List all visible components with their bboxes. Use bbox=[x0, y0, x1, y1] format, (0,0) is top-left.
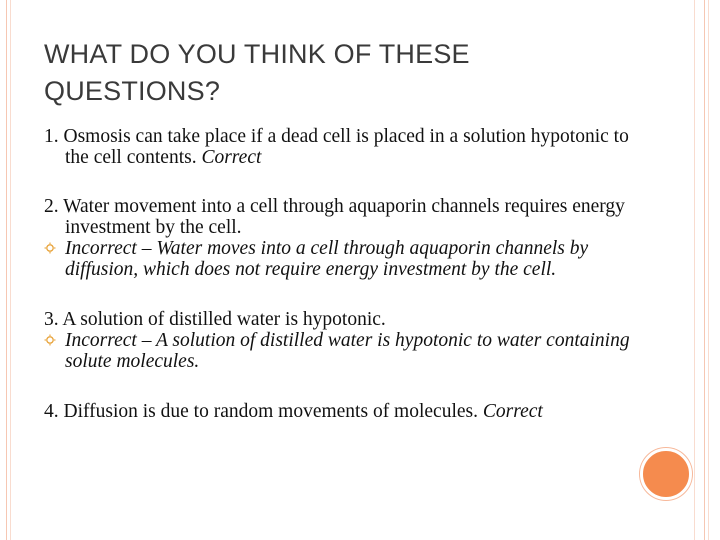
question-item bbox=[44, 126, 634, 168]
verdict-label: Correct bbox=[482, 401, 543, 422]
verdict-label: Correct bbox=[201, 147, 262, 168]
question-statement: 2. Water movement into a cell through aquaporin channels requires energy investment by the cell. bbox=[44, 196, 625, 238]
question-item bbox=[44, 196, 634, 280]
sun-bullet-icon bbox=[44, 334, 56, 346]
right-border-line bbox=[704, 0, 705, 540]
question-statement: 3. A solution of distilled water is hypotonic. bbox=[44, 309, 386, 330]
question-statement: 4. Diffusion is due to random movements of molecules. Correct bbox=[44, 401, 543, 422]
question-item bbox=[44, 309, 634, 372]
answer-explanation: Incorrect – Water moves into a cell through aquaporin channels by diffusion, which does not require energy investment by the cell. bbox=[44, 238, 634, 280]
slide-body bbox=[44, 126, 634, 422]
slide-title: WHAT DO YOU THINK OF THESE QUESTIONS? bbox=[44, 39, 470, 106]
question-item bbox=[44, 401, 634, 422]
right-border-line bbox=[708, 0, 709, 540]
answer-explanation: Incorrect – A solution of distilled water is hypotonic to water containing solute molecules. bbox=[44, 330, 634, 372]
left-border-line bbox=[10, 0, 11, 540]
left-border-line bbox=[6, 0, 7, 540]
right-border-line bbox=[694, 0, 695, 540]
accent-circle bbox=[640, 448, 692, 500]
sun-bullet-icon bbox=[44, 242, 56, 254]
question-statement: 1. Osmosis can take place if a dead cell is placed in a solution hypotonic to the cell contents. Correct bbox=[44, 126, 629, 168]
